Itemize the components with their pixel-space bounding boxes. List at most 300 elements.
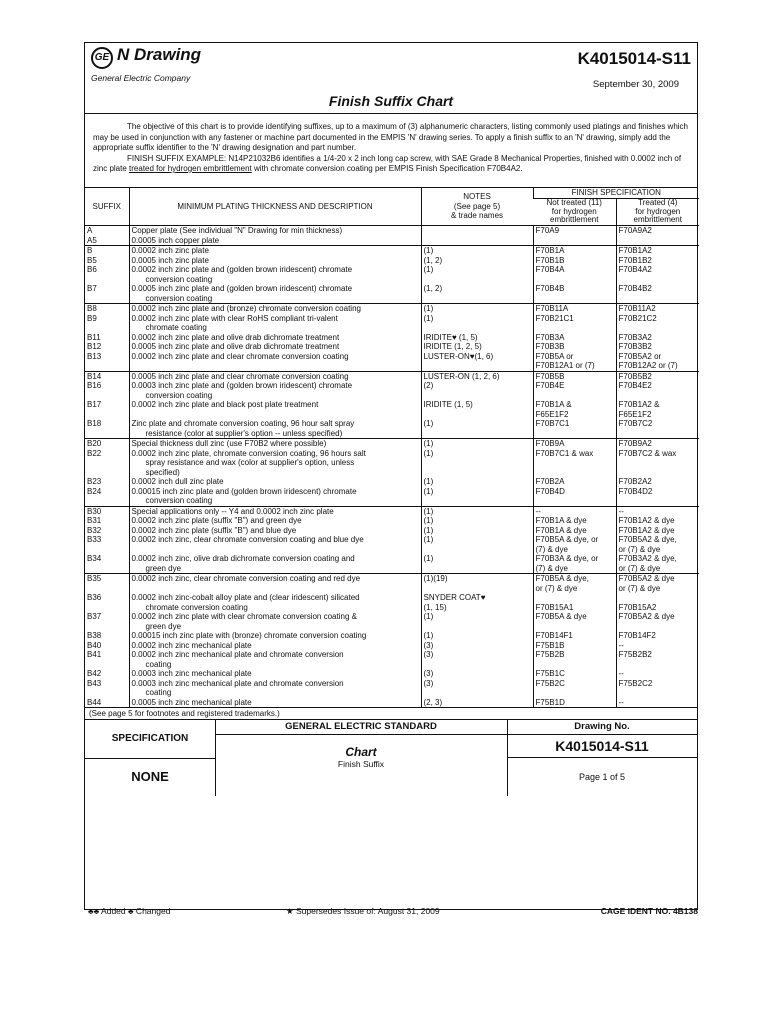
notes-cell	[421, 526, 533, 536]
header-not-treated-line3: embrittlement	[550, 215, 599, 225]
treated-cell-text: F70B1A2	[618, 246, 652, 255]
notes-cell-text: (1)	[423, 477, 434, 486]
notes-cell	[421, 487, 533, 497]
treated-cell	[616, 574, 699, 584]
treated-cell	[616, 535, 699, 545]
notes-cell	[421, 554, 533, 564]
description-cell-text: 0.0002 inch zinc, olive drab dichromate conversion coating and	[131, 554, 355, 563]
not-treated-cell	[533, 516, 616, 526]
finish-suffix-table	[85, 188, 699, 707]
suffix-cell-text: B20	[87, 439, 102, 448]
suffix-cell-text: B8	[87, 304, 97, 313]
header-treated-line1: Treated (4)	[638, 198, 678, 208]
treated-cell-text: F70B12A2 or (7)	[618, 361, 678, 370]
suffix-cell	[85, 275, 129, 285]
treated-cell-text: F75B2B2	[618, 650, 652, 659]
description-cell	[129, 631, 421, 641]
table-row	[85, 526, 699, 536]
treated-cell-text: F70B11A2	[618, 304, 656, 313]
not-treated-cell	[533, 506, 616, 516]
suffix-cell	[85, 535, 129, 545]
description-cell	[129, 487, 421, 497]
notes-cell-text: (2)	[423, 381, 434, 390]
treated-cell-text: or (7) & dye	[618, 563, 661, 573]
table-row	[85, 593, 699, 603]
suffix-cell	[85, 477, 129, 487]
not-treated-cell-text: F70B5A & dye	[535, 612, 587, 621]
suffix-cell	[85, 506, 129, 516]
description-cell-text: 0.0005 inch zinc plate and (golden brown iridescent) chromate	[131, 284, 353, 293]
suffix-cell	[85, 496, 129, 506]
table-row	[85, 294, 699, 304]
suffix-cell-text: B11	[87, 332, 101, 342]
notes-cell-text: (1)	[423, 265, 434, 274]
header-description: MINIMUM PLATING THICKNESS AND DESCRIPTION	[129, 188, 421, 226]
suffix-cell	[85, 323, 129, 333]
header-notes	[421, 188, 533, 226]
description-cell-text: 0.0002 inch zinc plate and clear chromate conversion coating	[131, 351, 349, 361]
description-cell	[129, 669, 421, 679]
table-row	[85, 564, 699, 574]
notes-cell-text: (3)	[423, 650, 434, 659]
suffix-cell-text: B44	[87, 697, 102, 707]
header-notes-line1: NOTES	[463, 192, 491, 202]
not-treated-cell	[533, 468, 616, 478]
notes-cell	[421, 265, 533, 275]
description-cell	[129, 535, 421, 545]
description-cell-text: 0.0002 inch zinc, clear chromate conversion coating and blue dye	[131, 535, 364, 544]
suffix-cell-text: A	[87, 226, 93, 235]
suffix-cell	[85, 236, 129, 246]
suffix-cell-text: B30	[87, 506, 102, 516]
notes-cell	[421, 688, 533, 698]
suffix-cell	[85, 256, 129, 266]
not-treated-cell-text: F70B1A &	[535, 400, 572, 409]
description-cell-text: conversion coating	[145, 496, 213, 505]
treated-cell-text: F70B1A2 & dye	[618, 525, 675, 535]
notes-cell-text: (1)	[423, 612, 434, 621]
description-cell-text: 0.0003 inch zinc mechanical plate	[131, 669, 252, 678]
footnote: (See page 5 for footnotes and registered trademarks.)	[85, 707, 697, 720]
not-treated-cell-text: F75B1D	[535, 697, 565, 707]
not-treated-cell	[533, 593, 616, 603]
table-row	[85, 361, 699, 371]
table-row	[85, 468, 699, 478]
specification-box	[85, 720, 216, 796]
description-cell-text: 0.0002 inch zinc plate with clear RoHS compliant tri-valent	[131, 313, 338, 323]
treated-cell	[616, 371, 699, 381]
notes-cell-text: (1)(19)	[423, 574, 448, 583]
notes-cell	[421, 284, 533, 294]
treated-cell-text: or (7) & dye	[618, 544, 661, 554]
suffix-cell	[85, 564, 129, 574]
not-treated-cell-text: F70B4E	[535, 381, 565, 390]
suffix-cell	[85, 439, 129, 449]
description-cell	[129, 574, 421, 584]
treated-cell	[616, 391, 699, 401]
notes-cell	[421, 593, 533, 603]
suffix-cell	[85, 603, 129, 613]
description-cell	[129, 516, 421, 526]
notes-cell	[421, 496, 533, 506]
suffix-cell	[85, 361, 129, 371]
treated-cell	[616, 698, 699, 708]
example-text-b: with chromate conversion coating per EMPIS Finish Specification F70B4A2.	[254, 164, 523, 173]
suffix-cell-text: B43	[87, 678, 102, 688]
treated-cell	[616, 650, 699, 660]
description-cell	[129, 352, 421, 362]
notes-cell	[421, 314, 533, 324]
description-cell	[129, 526, 421, 536]
treated-cell-text: F70B5A2 & dye,	[618, 535, 677, 544]
description-cell	[129, 275, 421, 285]
suffix-cell	[85, 688, 129, 698]
treated-cell	[616, 429, 699, 439]
not-treated-cell	[533, 545, 616, 555]
treated-cell	[616, 226, 699, 236]
suffix-cell	[85, 554, 129, 564]
suffix-cell	[85, 660, 129, 670]
suffix-cell	[85, 516, 129, 526]
description-cell	[129, 256, 421, 266]
suffix-cell-text: B5	[87, 255, 97, 265]
description-cell	[129, 381, 421, 391]
table-row	[85, 458, 699, 468]
suffix-cell-text: B33	[87, 535, 102, 544]
table-row	[85, 342, 699, 352]
change-legend: ♣♣ Added ♣ Changed	[88, 906, 171, 916]
treated-cell	[616, 458, 699, 468]
treated-cell-text: F70B5A2 or	[618, 351, 662, 361]
notes-cell	[421, 246, 533, 256]
page-number: Page 1 of 5	[578, 772, 626, 782]
not-treated-cell	[533, 641, 616, 651]
description-cell	[129, 429, 421, 439]
not-treated-cell	[533, 660, 616, 670]
notes-cell-text: (1)	[423, 313, 434, 323]
notes-cell	[421, 256, 533, 266]
notes-cell	[421, 236, 533, 246]
not-treated-cell-text: F70B2A	[535, 477, 565, 486]
treated-cell	[616, 323, 699, 333]
description-cell	[129, 246, 421, 256]
description-cell-text: Copper plate (See individual "N" Drawing for min thickness)	[131, 226, 343, 235]
treated-cell-text: F70B7C2	[618, 419, 653, 428]
bottom-line	[88, 906, 698, 920]
table-body	[85, 226, 699, 708]
notes-cell	[421, 323, 533, 333]
suffix-cell	[85, 352, 129, 362]
treated-cell	[616, 314, 699, 324]
treated-cell	[616, 265, 699, 275]
description-cell-text: resistance (color at supplier's option -- unless specified)	[145, 428, 343, 438]
not-treated-cell	[533, 361, 616, 371]
treated-cell-text: F65E1F2	[618, 409, 652, 419]
chart-subtitle: Finish Suffix	[337, 759, 385, 769]
not-treated-cell	[533, 275, 616, 285]
suffix-cell-text: B32	[87, 525, 102, 535]
not-treated-cell	[533, 236, 616, 246]
description-cell-text: 0.0002 inch zinc plate (suffix "B") and blue dye	[131, 525, 297, 535]
not-treated-cell-text: F70B7C1	[535, 419, 570, 428]
description-cell-text: 0.0002 inch zinc, clear chromate conversion coating and red dye	[131, 574, 361, 583]
table-row	[85, 333, 699, 343]
table-row	[85, 371, 699, 381]
description-cell	[129, 622, 421, 632]
not-treated-cell	[533, 429, 616, 439]
treated-cell-text: F70B9A2	[618, 439, 652, 448]
suffix-cell	[85, 449, 129, 459]
suffix-cell-text: B35	[87, 574, 102, 583]
not-treated-cell	[533, 535, 616, 545]
table-row	[85, 622, 699, 632]
standard-box	[215, 720, 508, 796]
not-treated-cell-text: (7) & dye	[535, 544, 568, 554]
notes-cell-text: LUSTER-ON♥(1, 6)	[423, 351, 494, 361]
not-treated-cell-text: F70B5A & dye, or	[535, 535, 599, 544]
description-cell	[129, 660, 421, 670]
not-treated-cell-text: F75B1C	[535, 669, 565, 678]
not-treated-cell-text: F70B5A or	[535, 351, 574, 361]
treated-cell	[616, 419, 699, 429]
treated-cell	[616, 342, 699, 352]
supersedes-note: ★ Supersedes Issue of: August 31, 2009	[286, 906, 440, 916]
not-treated-cell-text: F70B21C1	[535, 313, 574, 323]
description-cell	[129, 641, 421, 651]
header-finish-spec: FINISH SPECIFICATION	[533, 188, 699, 199]
notes-cell-text: (3)	[423, 640, 434, 650]
description-cell	[129, 439, 421, 449]
not-treated-cell	[533, 584, 616, 594]
suffix-cell	[85, 410, 129, 420]
treated-cell-text: --	[618, 669, 624, 678]
description-cell	[129, 400, 421, 410]
notes-cell	[421, 371, 533, 381]
treated-cell-text: F70B5B2	[618, 371, 652, 381]
description-cell-text: Special applications only -- Y4 and 0.0002 inch zinc plate	[131, 506, 334, 516]
notes-cell	[421, 391, 533, 401]
notes-cell-text: (2, 3)	[423, 697, 443, 707]
not-treated-cell	[533, 371, 616, 381]
treated-cell	[616, 439, 699, 449]
treated-cell	[616, 246, 699, 256]
description-cell	[129, 603, 421, 613]
treated-cell	[616, 603, 699, 613]
treated-cell-text: F70B2A2	[618, 477, 652, 486]
suffix-cell	[85, 226, 129, 236]
not-treated-cell-text: F70B5A & dye,	[535, 574, 589, 583]
suffix-cell	[85, 593, 129, 603]
treated-cell-text: F70B4E2	[618, 381, 652, 390]
table-row	[85, 631, 699, 641]
not-treated-cell-text: F70B3A	[535, 332, 565, 342]
not-treated-cell-text: F75B1B	[535, 640, 565, 650]
not-treated-cell-text: F70A9	[535, 226, 560, 235]
notes-cell-text: (1)	[423, 631, 434, 640]
description-cell	[129, 468, 421, 478]
suffix-cell	[85, 342, 129, 352]
description-cell	[129, 584, 421, 594]
not-treated-cell	[533, 622, 616, 632]
suffix-cell	[85, 631, 129, 641]
notes-cell-text: SNYDER COAT♥	[423, 593, 486, 602]
suffix-cell	[85, 526, 129, 536]
notes-cell	[421, 698, 533, 708]
table-row	[85, 410, 699, 420]
table-row	[85, 698, 699, 708]
not-treated-cell	[533, 574, 616, 584]
not-treated-cell	[533, 410, 616, 420]
notes-cell	[421, 622, 533, 632]
description-cell-text: 0.0002 inch zinc-cobalt alloy plate and (clear iridescent) silicated	[131, 593, 360, 602]
not-treated-cell	[533, 612, 616, 622]
not-treated-cell-text: F70B14F1	[535, 631, 573, 640]
notes-cell	[421, 352, 533, 362]
not-treated-cell	[533, 631, 616, 641]
table-row	[85, 429, 699, 439]
not-treated-cell	[533, 458, 616, 468]
description-cell-text: 0.00015 inch zinc plate and (golden brown iridescent) chromate	[131, 486, 357, 496]
treated-cell-text: F70B1A2 & dye	[618, 516, 675, 525]
table-row	[85, 612, 699, 622]
ge-logo-icon: GE	[91, 47, 113, 69]
treated-cell	[616, 545, 699, 555]
treated-cell	[616, 688, 699, 698]
suffix-cell-text: B23	[87, 477, 102, 486]
notes-cell	[421, 574, 533, 584]
suffix-cell-text: B22	[87, 448, 102, 458]
notes-cell	[421, 342, 533, 352]
table-row	[85, 246, 699, 256]
description-cell	[129, 449, 421, 459]
not-treated-cell	[533, 352, 616, 362]
suffix-cell	[85, 545, 129, 555]
notes-cell-text: (1, 2)	[423, 255, 443, 265]
notes-cell	[421, 535, 533, 545]
suffix-cell-text: B42	[87, 669, 102, 678]
suffix-cell-text: B16	[87, 381, 102, 390]
not-treated-cell	[533, 246, 616, 256]
treated-cell	[616, 660, 699, 670]
suffix-cell-text: B37	[87, 612, 102, 621]
treated-cell-text: --	[618, 640, 624, 650]
document-date: September 30, 2009	[592, 79, 679, 90]
description-cell-text: 0.0002 inch zinc plate and (golden brown iridescent) chromate	[131, 265, 353, 274]
description-cell	[129, 650, 421, 660]
treated-cell	[616, 477, 699, 487]
suffix-cell	[85, 468, 129, 478]
not-treated-cell-text: F70B1A & dye	[535, 516, 587, 525]
specification-label: SPECIFICATION	[85, 720, 215, 759]
description-cell	[129, 304, 421, 314]
suffix-cell-text: B	[87, 246, 93, 255]
table-row	[85, 449, 699, 459]
suffix-cell	[85, 429, 129, 439]
description-cell-text: 0.0005 inch zinc plate and clear chromate conversion coating	[131, 371, 349, 381]
description-cell-text: specified)	[145, 467, 180, 477]
suffix-cell-text: B34	[87, 554, 102, 563]
not-treated-cell	[533, 449, 616, 459]
notes-cell-text: (1)	[423, 535, 434, 544]
description-cell-text: 0.0005 inch zinc mechanical plate	[131, 697, 252, 707]
notes-cell-text: (1)	[423, 525, 434, 535]
suffix-cell	[85, 381, 129, 391]
description-cell	[129, 314, 421, 324]
description-cell-text: conversion coating	[145, 293, 213, 303]
not-treated-cell	[533, 391, 616, 401]
table-row	[85, 496, 699, 506]
not-treated-cell	[533, 603, 616, 613]
drawing-no-label: Drawing No.	[574, 721, 630, 732]
description-cell-text: 0.0005 inch zinc plate	[131, 255, 209, 265]
notes-cell	[421, 468, 533, 478]
description-cell	[129, 593, 421, 603]
notes-cell	[421, 603, 533, 613]
not-treated-cell	[533, 314, 616, 324]
description-cell-text: chromate coating	[145, 323, 207, 332]
table-row	[85, 314, 699, 324]
notes-cell-text: IRIDITE (1, 2, 5)	[423, 342, 482, 351]
table-row	[85, 323, 699, 333]
notes-cell	[421, 650, 533, 660]
suffix-cell	[85, 698, 129, 708]
suffix-cell	[85, 333, 129, 343]
notes-cell	[421, 477, 533, 487]
suffix-cell	[85, 669, 129, 679]
suffix-cell	[85, 246, 129, 256]
treated-cell-text: F70B5A2 & dye	[618, 574, 675, 583]
not-treated-cell	[533, 333, 616, 343]
treated-cell	[616, 333, 699, 343]
not-treated-cell	[533, 400, 616, 410]
table-row	[85, 554, 699, 564]
notes-cell-text: (3)	[423, 669, 434, 678]
notes-cell	[421, 294, 533, 304]
table-row	[85, 487, 699, 497]
suffix-cell-text: B6	[87, 265, 97, 274]
description-cell-text: green dye	[145, 563, 182, 573]
not-treated-cell-text: F70B12A1 or (7)	[535, 361, 595, 370]
notes-cell	[421, 419, 533, 429]
table-row	[85, 352, 699, 362]
suffix-cell-text: B24	[87, 486, 102, 496]
suffix-cell-text: B38	[87, 631, 102, 640]
description-cell-text: Zinc plate and chromate conversion coating, 96 hour salt spray	[131, 419, 355, 428]
description-cell-text: 0.0002 inch zinc plate and black post plate treatment	[131, 400, 319, 409]
treated-cell	[616, 506, 699, 516]
not-treated-cell	[533, 679, 616, 689]
suffix-cell-text: B14	[87, 371, 102, 381]
notes-cell	[421, 439, 533, 449]
header-notes-line2: (See page 5)	[453, 201, 501, 211]
treated-cell-text: F70B1B2	[618, 255, 652, 265]
notes-cell	[421, 333, 533, 343]
notes-cell	[421, 304, 533, 314]
company-name: General Electric Company	[91, 73, 191, 83]
table-row	[85, 545, 699, 555]
suffix-cell	[85, 284, 129, 294]
description-cell	[129, 265, 421, 275]
notes-cell-text: (1)	[423, 448, 434, 458]
table-row	[85, 603, 699, 613]
table-row	[85, 400, 699, 410]
not-treated-cell	[533, 477, 616, 487]
description-cell-text: 0.0003 inch zinc plate and (golden brown iridescent) chromate	[131, 381, 353, 390]
not-treated-cell	[533, 669, 616, 679]
treated-cell	[616, 236, 699, 246]
notes-cell	[421, 429, 533, 439]
not-treated-cell	[533, 323, 616, 333]
